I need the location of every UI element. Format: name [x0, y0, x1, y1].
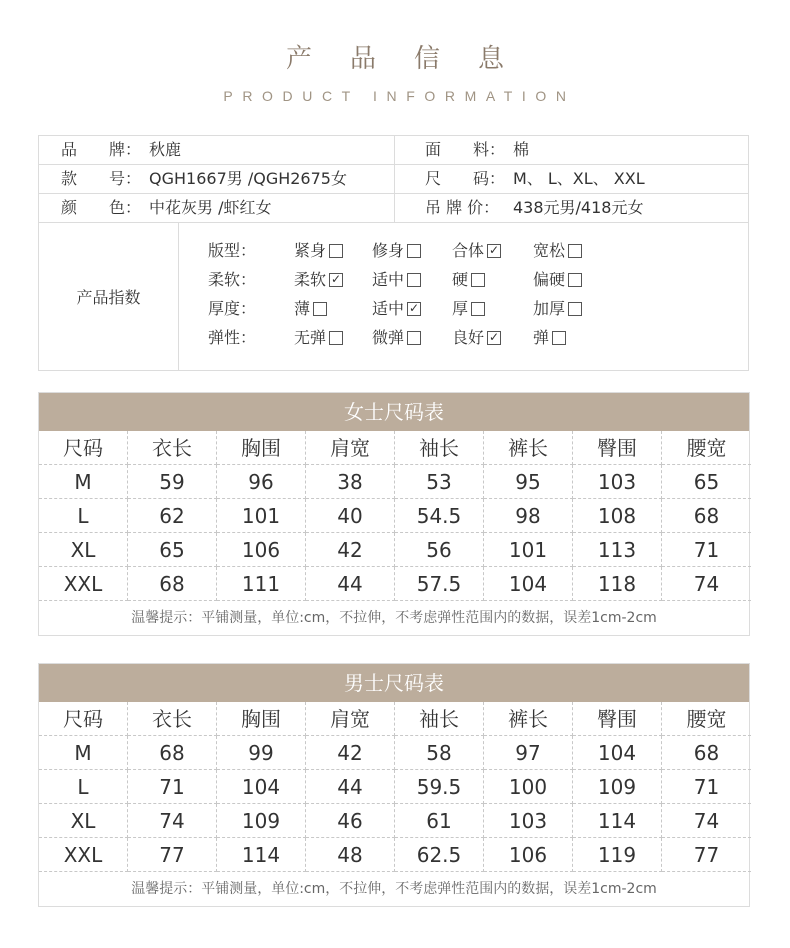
- index-option-label: 无弹: [294, 328, 327, 347]
- product-index-title: 产品指数: [39, 223, 179, 370]
- checked-checkbox-icon: ✓: [488, 242, 500, 257]
- women-table-cell: 38: [306, 465, 395, 499]
- men-table-cell: XL: [39, 804, 128, 838]
- men-table-cell: 68: [662, 736, 751, 770]
- men-table-cell: 109: [573, 770, 662, 804]
- men-header-cell: 腰宽: [662, 702, 751, 736]
- fabric-value: 棉: [513, 140, 530, 159]
- fabric-label: 面 料：: [425, 140, 506, 159]
- men-table-cell: 74: [662, 804, 751, 838]
- brand-label: 品 牌：: [61, 140, 142, 159]
- style-value: QGH1667男 /QGH2675女: [149, 169, 347, 188]
- men-table-cell: 59.5: [395, 770, 484, 804]
- index-option: [452, 296, 485, 319]
- index-option: [294, 267, 343, 290]
- women-table-cell: 113: [573, 533, 662, 567]
- women-header-cell: 胸围: [217, 431, 306, 465]
- index-option: [372, 325, 421, 348]
- section-subtitle: PRODUCT INFORMATION: [223, 88, 576, 104]
- checkbox-icon: [329, 244, 343, 258]
- men-table-cell: 62.5: [395, 838, 484, 872]
- index-row-label: 柔软：: [208, 270, 257, 289]
- women-header-cell: 肩宽: [306, 431, 395, 465]
- men-table-cell: 44: [306, 770, 395, 804]
- index-row-label: 版型：: [208, 241, 257, 260]
- checked-checkbox-icon: ✓: [408, 300, 420, 315]
- women-table-cell: 71: [662, 533, 751, 567]
- women-table-cell: 96: [217, 465, 306, 499]
- women-table-cell: 53: [395, 465, 484, 499]
- women-table-cell: 65: [128, 533, 217, 567]
- men-table-cell: 119: [573, 838, 662, 872]
- checkbox-icon: [568, 273, 582, 287]
- women-table-cell: 57.5: [395, 567, 484, 601]
- men-header-cell: 尺码: [39, 702, 128, 736]
- men-table-cell: 68: [128, 736, 217, 770]
- index-option-label: 紧身: [294, 241, 327, 260]
- checkbox-icon: [568, 302, 582, 316]
- women-table-cell: 56: [395, 533, 484, 567]
- checkbox-icon: [313, 302, 327, 316]
- women-table-cell: 62: [128, 499, 217, 533]
- section-title: 产品信息: [285, 44, 542, 74]
- checked-checkbox-icon: ✓: [488, 329, 500, 344]
- index-option: [372, 267, 421, 290]
- women-table-cell: 68: [128, 567, 217, 601]
- women-table-cell: XXL: [39, 567, 128, 601]
- women-size-table-title: 女士尺码表: [39, 393, 749, 431]
- men-header-cell: 肩宽: [306, 702, 395, 736]
- women-table-cell: 108: [573, 499, 662, 533]
- women-header-cell: 袖长: [395, 431, 484, 465]
- men-table-cell: 100: [484, 770, 573, 804]
- product-info-panel: [38, 135, 749, 371]
- women-table-cell: 40: [306, 499, 395, 533]
- men-header-cell: 袖长: [395, 702, 484, 736]
- women-table-cell: 118: [573, 567, 662, 601]
- men-table-cell: 114: [573, 804, 662, 838]
- men-table-cell: 77: [128, 838, 217, 872]
- women-table-cell: 103: [573, 465, 662, 499]
- women-table-cell: 59: [128, 465, 217, 499]
- women-table-cell: 42: [306, 533, 395, 567]
- women-table-cell: 74: [662, 567, 751, 601]
- checkbox-icon: [407, 331, 421, 345]
- index-row-label: 厚度：: [208, 299, 257, 318]
- men-table-cell: L: [39, 770, 128, 804]
- checkbox-icon: [329, 331, 343, 345]
- index-option: [372, 296, 421, 319]
- index-option-label: 偏硬: [533, 270, 566, 289]
- women-table-cell: 104: [484, 567, 573, 601]
- checked-checkbox-icon: ✓: [330, 271, 342, 286]
- index-option: [452, 325, 501, 348]
- index-option-label: 弹: [533, 328, 550, 347]
- index-option-label: 微弹: [372, 328, 405, 347]
- index-option: [533, 325, 566, 348]
- men-table-cell: 99: [217, 736, 306, 770]
- checkbox-icon: [407, 273, 421, 287]
- men-table-cell: 48: [306, 838, 395, 872]
- men-table-cell: 71: [662, 770, 751, 804]
- index-option: [533, 238, 582, 261]
- index-option-label: 合体: [452, 241, 485, 260]
- index-row-label: 弹性：: [208, 328, 257, 347]
- men-table-cell: 46: [306, 804, 395, 838]
- men-header-cell: 衣长: [128, 702, 217, 736]
- women-table-cell: 44: [306, 567, 395, 601]
- index-option-label: 适中: [372, 270, 405, 289]
- men-size-table: [38, 663, 750, 907]
- women-table-cell: 54.5: [395, 499, 484, 533]
- men-table-cell: 77: [662, 838, 751, 872]
- women-table-cell: 111: [217, 567, 306, 601]
- index-option: [294, 238, 343, 261]
- men-table-cell: 42: [306, 736, 395, 770]
- men-table-cell: 71: [128, 770, 217, 804]
- men-header-cell: 裤长: [484, 702, 573, 736]
- size-value: M、 L、XL、 XXL: [513, 169, 645, 188]
- index-option: [294, 296, 327, 319]
- index-option-label: 修身: [372, 241, 405, 260]
- women-table-cell: XL: [39, 533, 128, 567]
- men-table-cell: XXL: [39, 838, 128, 872]
- style-label: 款 号：: [61, 169, 142, 188]
- checkbox-icon: [471, 302, 485, 316]
- index-option-label: 硬: [452, 270, 469, 289]
- women-table-cell: 65: [662, 465, 751, 499]
- index-option-label: 加厚: [533, 299, 566, 318]
- index-option-label: 宽松: [533, 241, 566, 260]
- info-row-style: [39, 165, 748, 194]
- women-header-cell: 尺码: [39, 431, 128, 465]
- women-table-cell: L: [39, 499, 128, 533]
- index-option-label: 厚: [452, 299, 469, 318]
- men-size-note: 温馨提示：平铺测量，单位:cm，不拉伸，不考虑弹性范围内的数据，误差1cm-2cm: [131, 881, 657, 897]
- women-header-cell: 裤长: [484, 431, 573, 465]
- info-row-brand: [39, 136, 748, 165]
- men-table-cell: 104: [573, 736, 662, 770]
- checkbox-icon: [568, 244, 582, 258]
- price-label: 吊 牌 价：: [425, 198, 500, 217]
- men-header-cell: 臀围: [573, 702, 662, 736]
- size-label: 尺 码：: [425, 169, 506, 188]
- women-table-cell: 101: [484, 533, 573, 567]
- men-table-cell: 114: [217, 838, 306, 872]
- checkbox-icon: [407, 244, 421, 258]
- women-table-cell: 98: [484, 499, 573, 533]
- color-value: 中花灰男 /虾红女: [149, 198, 272, 217]
- men-size-table-title: 男士尺码表: [39, 664, 749, 702]
- index-option: [294, 325, 343, 348]
- info-row-color: [39, 194, 748, 223]
- men-table-cell: 97: [484, 736, 573, 770]
- women-size-table: [38, 392, 750, 636]
- index-option: [452, 238, 501, 261]
- index-option-label: 柔软: [294, 270, 327, 289]
- index-option: [372, 238, 421, 261]
- index-option: [452, 267, 485, 290]
- women-table-cell: M: [39, 465, 128, 499]
- product-index: [39, 223, 748, 370]
- index-option: [533, 296, 582, 319]
- brand-value: 秋鹿: [149, 140, 182, 159]
- index-option: [533, 267, 582, 290]
- men-table-cell: 74: [128, 804, 217, 838]
- men-table-cell: 103: [484, 804, 573, 838]
- checkbox-icon: [471, 273, 485, 287]
- women-size-note: 温馨提示：平铺测量，单位:cm，不拉伸，不考虑弹性范围内的数据，误差1cm-2cm: [131, 610, 657, 626]
- women-table-cell: 68: [662, 499, 751, 533]
- women-header-cell: 衣长: [128, 431, 217, 465]
- index-option-label: 薄: [294, 299, 311, 318]
- men-table-cell: 106: [484, 838, 573, 872]
- men-table-cell: 104: [217, 770, 306, 804]
- men-header-cell: 胸围: [217, 702, 306, 736]
- women-table-cell: 101: [217, 499, 306, 533]
- index-option-label: 良好: [452, 328, 485, 347]
- women-header-cell: 腰宽: [662, 431, 751, 465]
- women-header-cell: 臀围: [573, 431, 662, 465]
- men-table-cell: 109: [217, 804, 306, 838]
- checkbox-icon: [552, 331, 566, 345]
- color-label: 颜 色：: [61, 198, 142, 217]
- index-option-label: 适中: [372, 299, 405, 318]
- women-table-cell: 106: [217, 533, 306, 567]
- men-table-cell: 61: [395, 804, 484, 838]
- men-table-cell: 58: [395, 736, 484, 770]
- women-table-cell: 95: [484, 465, 573, 499]
- men-table-cell: M: [39, 736, 128, 770]
- price-value: 438元男/418元女: [513, 198, 644, 217]
